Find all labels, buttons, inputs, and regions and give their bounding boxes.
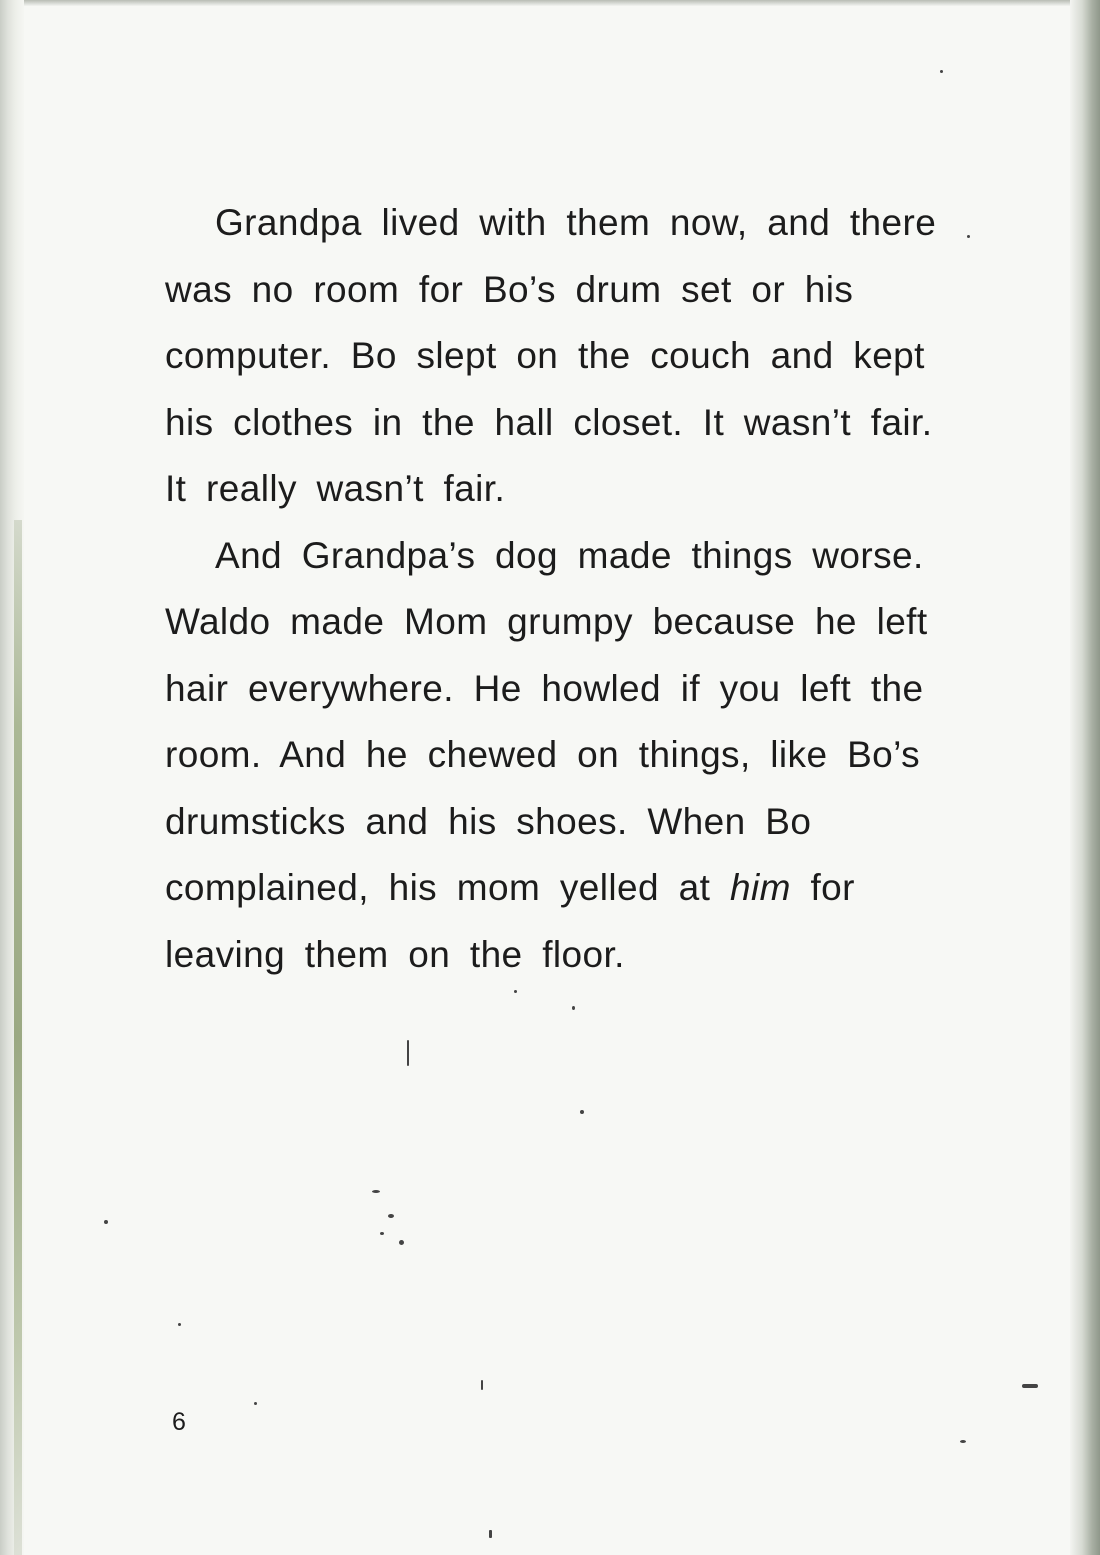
- scan-speck: [104, 1220, 108, 1224]
- paragraph-2: [165, 523, 955, 989]
- paragraph-2-text-before: And Grandpa’s dog made things worse. Waldo made Mom grumpy because he left hair everywhere. He howled if you left the room. And he chewed on things, like Bo’s drumsticks and his shoes. When Bo complained, his mom yelled at: [165, 534, 928, 908]
- story-text: [165, 190, 955, 988]
- scan-speck: [514, 990, 517, 993]
- scan-speck: [254, 1402, 257, 1405]
- paragraph-1: [165, 190, 955, 523]
- page-number: 6: [172, 1408, 186, 1436]
- scan-speck: [960, 1440, 966, 1443]
- scan-speck: [372, 1190, 380, 1193]
- paragraph-2-emphasis: him: [729, 867, 791, 908]
- scan-speck: [1022, 1384, 1038, 1388]
- paragraph-2-text-after: for leaving them on the floor.: [165, 867, 855, 975]
- page-top-edge: [0, 0, 1100, 6]
- scan-speck: [489, 1530, 492, 1538]
- scan-speck: [572, 1006, 575, 1010]
- page-right-edge: [1070, 0, 1100, 1555]
- scan-speck: [380, 1232, 384, 1235]
- paragraph-1-text: Grandpa lived with them now, and there was no room for Bo’s drum set or his computer. Bo slept on the couch and kept his clothes in the hall closet. It wasn’t fair. It really wasn’t fair.: [165, 202, 937, 509]
- scan-speck: [580, 1110, 584, 1114]
- scan-speck: [967, 235, 970, 238]
- scan-speck: [407, 1040, 409, 1066]
- scan-speck: [388, 1214, 394, 1218]
- page-left-green-strip: [14, 520, 22, 1555]
- scan-speck: [178, 1323, 181, 1326]
- scan-speck: [481, 1380, 483, 1390]
- scan-speck: [399, 1240, 404, 1245]
- scan-speck: [940, 70, 943, 73]
